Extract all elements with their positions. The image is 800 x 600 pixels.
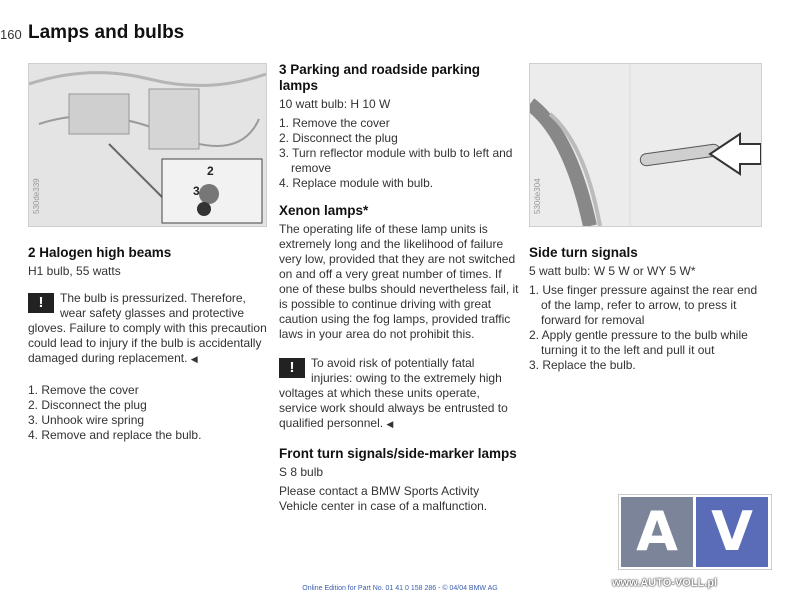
logo-letter-v: V <box>711 500 753 563</box>
high-beams-bulb: H1 bulb, 55 watts <box>28 264 121 278</box>
side-signals-steps <box>529 283 765 373</box>
callout-2: 2 <box>207 164 214 178</box>
warning-block <box>28 291 268 367</box>
list-item: 3. Unhook wire spring <box>28 413 145 427</box>
side-signals-heading: Side turn signals <box>529 245 638 260</box>
list-item: 1. Remove the cover <box>279 116 390 130</box>
list-item: 4. Remove and replace the bulb. <box>28 428 202 442</box>
image-id: 530de304 <box>533 178 542 214</box>
engine-bay-image <box>28 63 267 227</box>
front-signals-heading: Front turn signals/side-marker lamps <box>279 446 517 461</box>
end-marker-icon: ◀ <box>386 419 394 429</box>
watermark-url: www.AUTO-VOLL.pl <box>612 577 718 589</box>
list-item: 1. Use finger pressure against the rear end of the lamp, refer to arrow, to press it forward for removal <box>529 283 758 327</box>
list-item: 2. Apply gentle pressure to the bulb while turning it to the left and pull it out <box>529 328 748 357</box>
footer-text: Online Edition for Part No. 01 41 0 158 286 - © 04/04 BMW AG <box>302 585 498 592</box>
xenon-warning-text: To avoid risk of potentially fatal injuries: owing to the extremely high voltages at which these units operate, service work should always be entrusted to qualified personnel. ◀ <box>279 356 508 430</box>
callout-3: 3 <box>193 184 200 198</box>
warning-triangle-icon: ! <box>28 293 54 313</box>
column-3 <box>529 245 765 373</box>
list-item: 3. Turn reflector module with bulb to left and remove <box>279 146 513 175</box>
xenon-warning-block <box>279 356 519 432</box>
xenon-text: The operating life of these lamp units is extremely long and the likelihood of failure very low, provided that they are not switched on and off a very great number of times. If one of these bulbs should nevertheless fail, it is possible to continue driving with great caution using the fog lamps, provided traffic laws in your area do not prohibit this. <box>279 222 519 341</box>
parking-lamps-heading: 3 Parking and roadside parking lamps <box>279 62 481 93</box>
list-item: 2. Disconnect the plug <box>28 398 147 412</box>
watermark-logo <box>618 494 772 570</box>
warning-triangle-icon: ! <box>279 358 305 378</box>
logo-letter-a: A <box>636 500 678 563</box>
side-signals-bulb: 5 watt bulb: W 5 W or WY 5 W* <box>529 264 696 278</box>
parking-lamps-bulb: 10 watt bulb: H 10 W <box>279 97 391 111</box>
list-item: 2. Disconnect the plug <box>279 131 398 145</box>
side-signal-image <box>529 63 762 227</box>
xenon-heading: Xenon lamps* <box>279 203 369 218</box>
list-item: 1. Remove the cover <box>28 383 139 397</box>
front-signals-text: Please contact a BMW Sports Activity Vehicle center in case of a malfunction. <box>279 484 488 513</box>
column-1 <box>28 245 268 443</box>
page-title: Lamps and bulbs <box>28 22 185 43</box>
fender-illustration <box>530 64 761 226</box>
warning-text: The bulb is pressurized. Therefore, wear safety glasses and protective gloves. Failure to comply with this precaution could lead to injury if the bulb is accidentally damaged during replacement. ◀ <box>28 291 267 365</box>
parking-lamps-steps <box>279 116 519 191</box>
page-number: 160 <box>0 27 22 42</box>
list-item: 3. Replace the bulb. <box>529 358 636 372</box>
column-2 <box>279 62 519 514</box>
front-signals-bulb: S 8 bulb <box>279 465 324 479</box>
high-beams-heading: 2 Halogen high beams <box>28 245 172 260</box>
list-item: 4. Replace module with bulb. <box>279 176 434 190</box>
engine-bay-illustration <box>29 64 266 226</box>
end-marker-icon: ◀ <box>190 354 198 364</box>
high-beams-steps <box>28 383 268 443</box>
image-id: 530de339 <box>32 178 41 214</box>
